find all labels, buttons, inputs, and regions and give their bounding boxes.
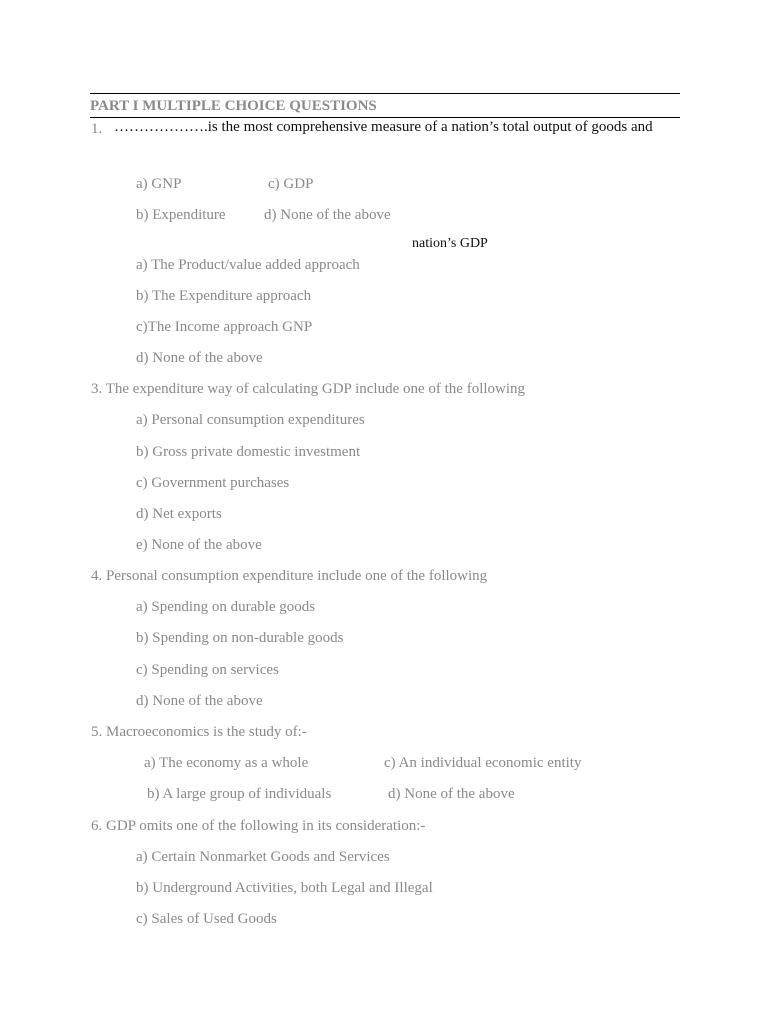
q3-option-a: a) Personal consumption expenditures (136, 412, 365, 428)
q4-option-d: d) None of the above (136, 693, 263, 709)
q3-option-b: b) Gross private domestic investment (136, 444, 361, 460)
q4-option-c: c) Spending on services (136, 662, 279, 678)
q2-option-c: c)The Income approach GNP (136, 319, 313, 335)
q4-option-b: b) Spending on non-durable goods (136, 630, 344, 646)
header-top-rule (90, 93, 680, 94)
q2-option-d: d) None of the above (136, 350, 263, 366)
q5-option-b: b) A large group of individuals (147, 786, 332, 802)
q2-option-b: b) The Expenditure approach (136, 288, 312, 304)
q1-option-a: a) GNP (136, 176, 182, 192)
q3-option-c: c) Government purchases (136, 475, 290, 491)
q4-text: 4. Personal consumption expenditure include one of the following (91, 568, 488, 584)
q1-option-d: d) None of the above (264, 207, 391, 223)
q6-option-c: c) Sales of Used Goods (136, 911, 277, 927)
q6-option-a: a) Certain Nonmarket Goods and Services (136, 849, 390, 865)
q3-option-d: d) Net exports (136, 506, 222, 522)
q2-fragment: nation’s GDP (412, 236, 488, 251)
q1-option-c: c) GDP (268, 176, 314, 192)
q6-option-b: b) Underground Activities, both Legal and Illegal (136, 880, 433, 896)
q1-number: 1. (91, 121, 103, 137)
q6-text: 6. GDP omits one of the following in its consideration:- (91, 818, 426, 834)
q4-option-a: a) Spending on durable goods (136, 599, 316, 615)
q3-text: 3. The expenditure way of calculating GDP include one of the following (91, 381, 526, 397)
q5-option-c: c) An individual economic entity (384, 755, 582, 771)
q5-option-d: d) None of the above (388, 786, 515, 802)
q5-text: 5. Macroeconomics is the study of:- (91, 724, 307, 740)
q3-option-e: e) None of the above (136, 537, 262, 553)
section-title: PART I MULTIPLE CHOICE QUESTIONS (90, 98, 377, 114)
q1-option-b: b) Expenditure (136, 207, 226, 223)
q5-option-a: a) The economy as a whole (144, 755, 309, 771)
q1-text: ……………….is the most comprehensive measure of a nation’s total output of goods and (114, 119, 653, 135)
q2-option-a: a) The Product/value added approach (136, 257, 360, 273)
